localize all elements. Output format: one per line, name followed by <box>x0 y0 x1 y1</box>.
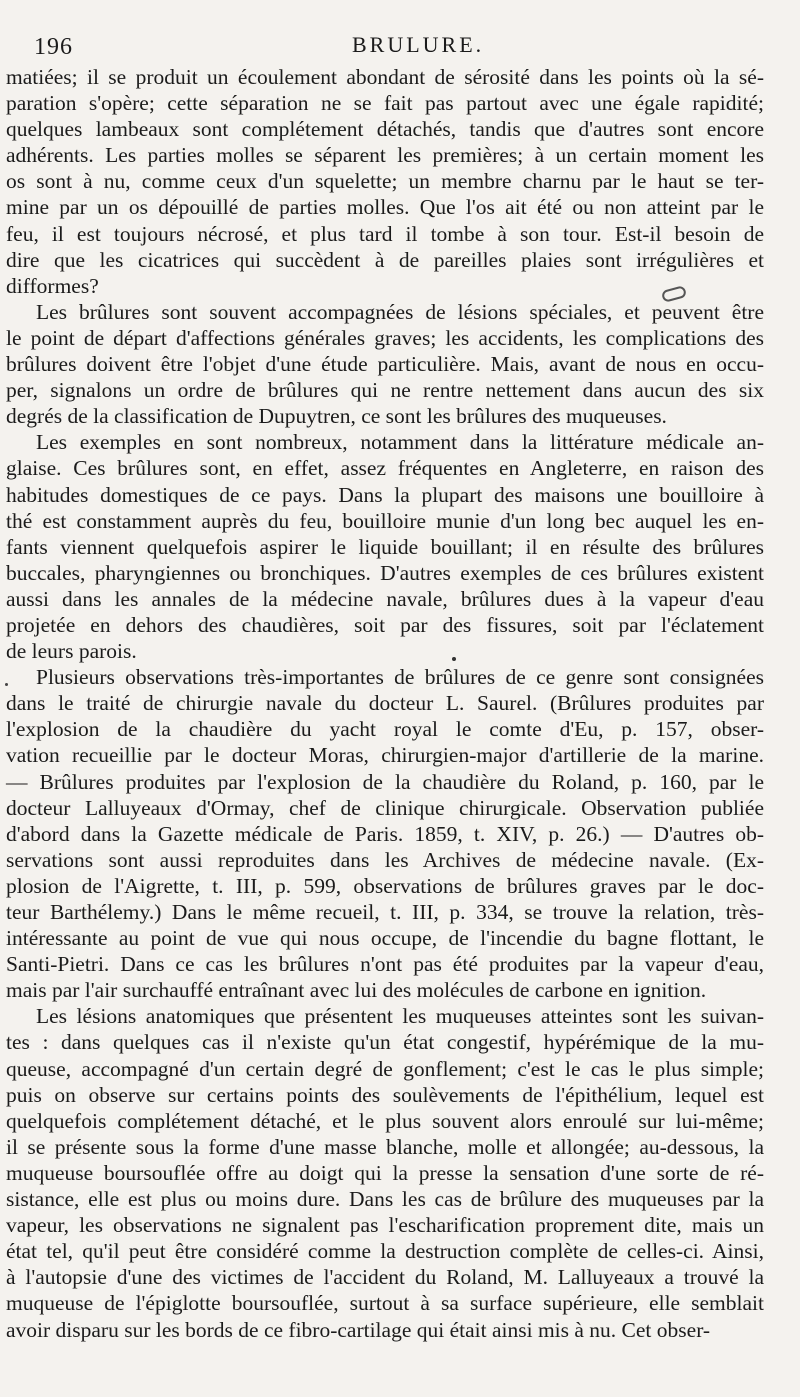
ink-dot <box>452 657 456 661</box>
text-line: intéressante au point de vue qui nous occupe, de l'incendie du bagne flottant, le <box>6 926 764 951</box>
text-line: difformes? <box>6 273 99 298</box>
text-line: teur Barthélemy.) Dans le même recueil, t. III, p. 334, se trouve la relation, très- <box>6 900 764 924</box>
body-text <box>6 64 764 1343</box>
text-line: l'explosion de la chaudière du yacht royal le comte d'Eu, p. 157, obser- <box>6 717 764 742</box>
text-line: dire que les cicatrices qui succèdent à de pareilles plaies sont irrégulières et <box>6 247 764 272</box>
text-line: aussi dans les annales de la médecine navale, brûlures dues à la vapeur d'eau <box>6 586 764 611</box>
text-line: fants viennent quelquefois aspirer le liquide bouillant; il en résulte des brûlures <box>6 534 764 559</box>
text-line: muqueuse de l'épiglotte boursouflée, surtout à sa surface supérieure, elle semblait <box>6 1291 764 1316</box>
text-line: tes : dans quelques cas il n'existe qu'un état congestif, hypérémique de la mu- <box>6 1030 764 1055</box>
text-line: buccales, pharyngiennes ou bronchiques. D'autres exemples de ces brûlures existent <box>6 560 764 585</box>
paragraph <box>6 664 764 1003</box>
text-line: vation recueillie par le docteur Moras, chirurgien-major d'artillerie de la marine. <box>6 743 764 768</box>
text-line: — Brûlures produites par l'explosion de la chaudière du Roland, p. 160, par le <box>6 769 764 794</box>
text-line: sistance, elle est plus ou moins dure. Dans les cas de brûlure des muqueuses par la <box>6 1187 764 1212</box>
text-line: mine par un os dépouillé de parties molles. Que l'os ait été ou non atteint par le <box>6 195 764 220</box>
text-line: le point de départ d'affections générales graves; les accidents, les complications des <box>6 325 764 350</box>
paragraph <box>6 429 764 664</box>
text-line: feu, il est toujours nécrosé, et plus tard il tombe à son tour. Est-il besoin de <box>6 221 764 246</box>
paragraph <box>6 1003 764 1342</box>
page-number: 196 <box>34 34 73 60</box>
page-header <box>6 28 764 64</box>
text-line: de leurs parois. <box>6 639 137 664</box>
text-line: habitudes domestiques de ce pays. Dans la plupart des maisons une bouilloire à <box>6 482 764 507</box>
text-line: état tel, qu'il peut être considéré comme la destruction complète de celles-ci. Ainsi, <box>6 1239 764 1264</box>
text-line: paration s'opère; cette séparation ne se fait pas partout avec une égale rapidité; <box>6 91 764 116</box>
text-line: degrés de la classification de Dupuytren, ce sont les brûlures des muqueuses. <box>6 404 667 429</box>
text-line: quelques lambeaux sont complétement détachés, tandis que d'autres sont encore <box>6 117 764 142</box>
text-line: puis on observe sur certains points des soulèvements de l'épithélium, lequel est <box>6 1082 764 1107</box>
text-line: Les brûlures sont souvent accompagnées de lésions spéciales, et peuvent être <box>36 299 764 324</box>
paragraph <box>6 64 764 299</box>
text-line: docteur Lalluyeaux d'Ormay, chef de clinique chirurgicale. Observation publiée <box>6 795 764 820</box>
margin-mark <box>5 683 8 686</box>
text-line: per, signalons un ordre de brûlures qui ne rentre nettement dans aucun des six <box>6 378 764 403</box>
text-line: muqueuse boursouflée offre au doigt qui la presse la sensation d'une sorte de ré- <box>6 1160 764 1185</box>
text-line: glaise. Ces brûlures sont, en effet, assez fréquentes en Angleterre, en raison des <box>6 456 764 481</box>
text-line: brûlures doivent être l'objet d'une étude particulière. Mais, avant de nous en occu- <box>6 352 764 377</box>
text-line: queuse, accompagné d'un certain degré de gonflement; c'est le cas le plus simple; <box>6 1056 764 1081</box>
text-line: matiées; il se produit un écoulement abondant de sérosité dans les points où la sé- <box>6 65 764 89</box>
text-line: os sont à nu, comme ceux d'un squelette; un membre charnu par le haut se ter- <box>6 169 764 194</box>
text-line: il se présente sous la forme d'une masse blanche, molle et allongée; au-dessous, la <box>6 1134 764 1159</box>
text-line: thé est constamment auprès du feu, bouilloire munie d'un long bec auquel les en- <box>6 508 764 533</box>
text-line: Plusieurs observations très-importantes de brûlures de ce genre sont consignées <box>36 665 764 690</box>
text-line: mais par l'air surchauffé entraînant avec lui des molécules de carbone en ignition. <box>6 978 707 1003</box>
text-line: Les lésions anatomiques que présentent les muqueuses atteintes sont les suivan- <box>36 1004 764 1029</box>
text-line: vapeur, les observations ne signalent pas l'escharification proprement dite, mais un <box>6 1213 764 1238</box>
text-line: dans le traité de chirurgie navale du docteur L. Saurel. (Brûlures produites par <box>6 691 764 716</box>
running-title: BRULURE. <box>352 32 485 57</box>
text-line: à l'autopsie d'une des victimes de l'accident du Roland, M. Lalluyeaux a trouvé la <box>6 1265 764 1290</box>
text-line: avoir disparu sur les bords de ce fibro-cartilage qui était ainsi mis à nu. Cet obser- <box>6 1317 711 1342</box>
text-line: Les exemples en sont nombreux, notamment dans la littérature médicale an- <box>36 430 764 455</box>
text-line: d'abord dans la Gazette médicale de Paris. 1859, t. XIV, p. 26.) — D'autres ob- <box>6 821 764 846</box>
text-line: projetée en dehors des chaudières, soit par des fissures, soit par l'éclatement <box>6 612 764 637</box>
paragraph <box>6 299 764 429</box>
text-line: Santi-Pietri. Dans ce cas les brûlures n'ont pas été produites par la vapeur d'eau, <box>6 952 764 977</box>
text-line: adhérents. Les parties molles se séparent les premières; à un certain moment les <box>6 143 764 168</box>
text-line: quelquefois complétement détaché, et le plus souvent alors enroulé sur lui-même; <box>6 1108 764 1133</box>
text-line: servations sont aussi reproduites dans les Archives de médecine navale. (Ex- <box>6 847 764 872</box>
text-line: plosion de l'Aigrette, t. III, p. 599, observations de brûlures graves par le doc- <box>6 873 764 898</box>
